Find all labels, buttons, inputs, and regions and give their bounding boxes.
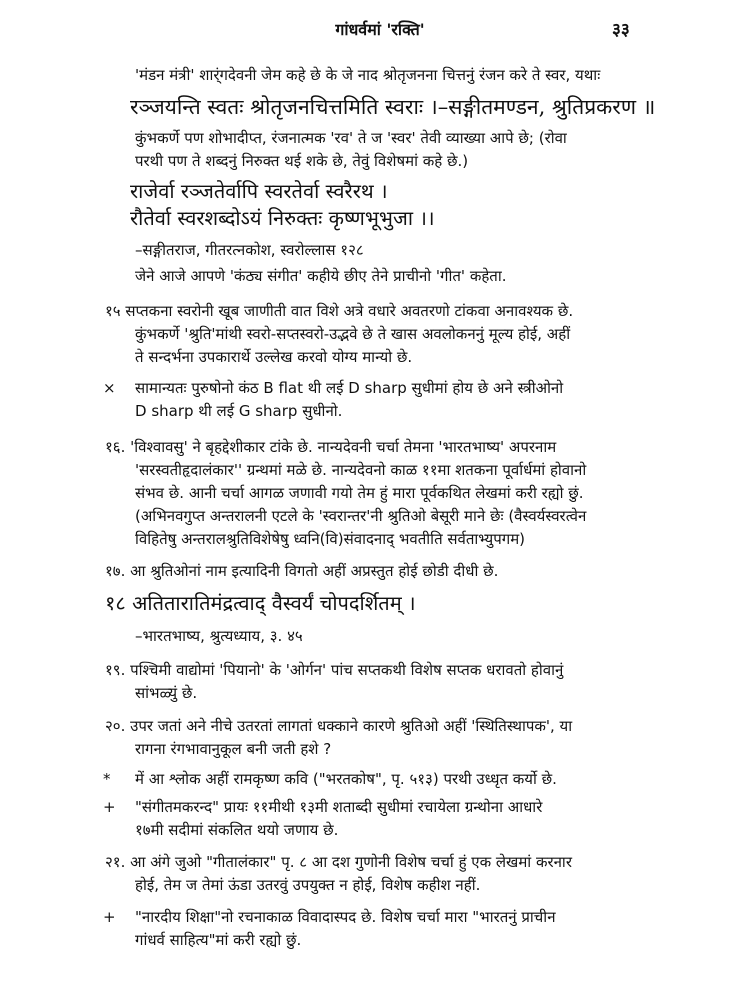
verse-citation: –भारतभाष्य, श्रुत्यध्याय, ३. ४५ — [135, 627, 303, 645]
text-line: रागना रंगभावानुकूल बनी जती हशे ? — [135, 740, 332, 758]
page-number: ३३ — [612, 20, 630, 40]
footnote-plus: "नारदीय शिक्षा"नो रचनाकाळ विवादास्पद छे. विशेष चर्चा मारा "भारतनुं प्राचीन — [135, 908, 556, 926]
text-line: (अभिनवगुप्त अन्तरालनी एटले के 'स्वरान्तर'नी श्रुतिओ बेसूरी माने छेः (वैस्वर्यस्वरत्वेन — [135, 507, 587, 525]
plus-marker: + — [103, 908, 116, 926]
text-line: कुंभकर्णे 'श्रुति'मांथी स्वरो-सप्तस्वरो-उद्भवे छे ते खास अवलोकननुं मूल्य होई, अहीं — [135, 325, 571, 343]
text-line: विहितेषु अन्तरालश्रुतिविशेषेषु ध्वनि(वि)संवादनाद् भवतीति सर्वताभ्युपगम) — [135, 530, 526, 548]
footnote-21: २१. आ अंगे जुओ "गीतालंकार" पृ. ८ आ दश गुणोनी विशेष चर्चा हुं एक लेखमां करनार — [105, 853, 572, 871]
text-line: सांभळ्युं छे. — [135, 684, 198, 702]
footnote-19: १९. पश्चिमी वाद्योमां 'पियानो' के 'ओर्गन' पांच सप्तकथी विशेष सप्तक धरावतो होवानुं — [105, 661, 564, 679]
footnote-star: में आ श्लोक अहीं रामकृष्ण कवि ("भरतकोष", पृ. ५१३) परथी उध्धृत कर्यो छे. — [135, 770, 557, 788]
text-line: गांधर्व साहित्य"मां करी रह्यो छुं. — [135, 931, 302, 949]
footnote-18-verse: १८ अतितारातिमंद्रत्वाद् वैस्वर्यं चोपदर्शितम् । — [105, 591, 416, 615]
footnote-20: २०. उपर जतां अने नीचे उतरतां लागतां धक्काने कारणे श्रुतिओ अहीं 'स्थितिस्थापक', या — [105, 717, 573, 735]
text-line: होई, तेम ज तेमां ऊंडा उतरवुं उपयुक्त न होई, विशेष कहीश नहीं. — [135, 876, 481, 894]
footnote-plus: "संगीतमकरन्द" प्रायः ११मीथी १३मी शताब्दी सुधीमां रचायेला ग्रन्थोना आधारे — [135, 798, 543, 816]
text-line: 'मंडन मंत्री' शार्ंगदेवनी जेम कहे छे के जे नाद श्रोतृजनना चित्तनुं रंजन करे ते स्वर, यथाः — [135, 66, 601, 84]
sanskrit-verse: राजेर्वा रञ्जतेर्वापि स्वरतेर्वा स्वरैरथ । — [130, 179, 388, 203]
plus-marker: + — [103, 798, 116, 816]
cross-marker: × — [103, 379, 116, 397]
text-line: संभव छे. आनी चर्चा आगळ जणावी गयो तेम हुं मारा पूर्वकथित लेखमां करी रह्यो छुं. — [135, 484, 584, 502]
sanskrit-verse: रञ्जयन्ति स्वतः श्रोतृजनचित्तमिति स्वराः ।–सङ्गीतमण्डन, श्रुतिप्रकरण ॥ — [130, 95, 656, 119]
footnote-15: १५ सप्तकना स्वरोनी खूब जाणीती वात विशे अत्रे वधारे अवतरणो टांकवा अनावश्यक छे. — [105, 302, 574, 320]
footnote-cross: सामान्यतः पुरुषोनो कंठ B flat थी लई D sharp सुधीमां होय छे अने स्त्रीओनो — [135, 379, 564, 397]
text-line: ते सन्दर्भना उपकारार्थे उल्लेख करवो योग्य मान्यो छे. — [135, 348, 413, 366]
text-line: कुंभकर्णे पण शोभादीप्त, रंजनात्मक 'रव' ते ज 'स्वर' तेवी व्याख्या आपे छे; (रोवा — [135, 129, 567, 147]
text-line: D sharp थी लई G sharp सुधीनो. — [135, 402, 343, 420]
sanskrit-verse: रौतेर्वा स्वरशब्दोऽयं निरुक्तः कृष्णभूभुजा ।। — [130, 206, 435, 230]
footnote-17: १७. आ श्रुतिओनां नाम इत्यादिनी विगतो अहीं अप्रस्तुत होई छोडी दीधी छे. — [105, 562, 499, 580]
verse-citation: –सङ्गीतराज, गीतरत्नकोश, स्वरोल्लास १२८ — [135, 241, 364, 259]
text-line: १७मी सदीमां संकलित थयो जणाय छे. — [135, 821, 339, 839]
text-line: 'सरस्वतीहृदालंकार'' ग्रन्थमां मळे छे. नान्यदेवनो काळ ११मा शतकना पूर्वार्धमां होवानो — [135, 461, 587, 479]
running-title: गांधर्वमां 'रक्ति' — [335, 20, 425, 39]
text-line: परथी पण ते शब्दनुं निरुक्त थई शके छे, तेवुं विशेषमां कहे छे.) — [135, 152, 469, 170]
footnote-16: १६. 'विश्वावसु' ने बृहद्देशीकार टांके छे. नान्यदेवनी चर्चा तेमना 'भारतभाष्य' अपरनाम — [105, 438, 557, 456]
text-line: जेने आजे आपणे 'कंठ्य संगीत' कहीये छीए तेने प्राचीनो 'गीत' कहेता. — [135, 267, 507, 285]
star-marker: * — [103, 770, 111, 788]
